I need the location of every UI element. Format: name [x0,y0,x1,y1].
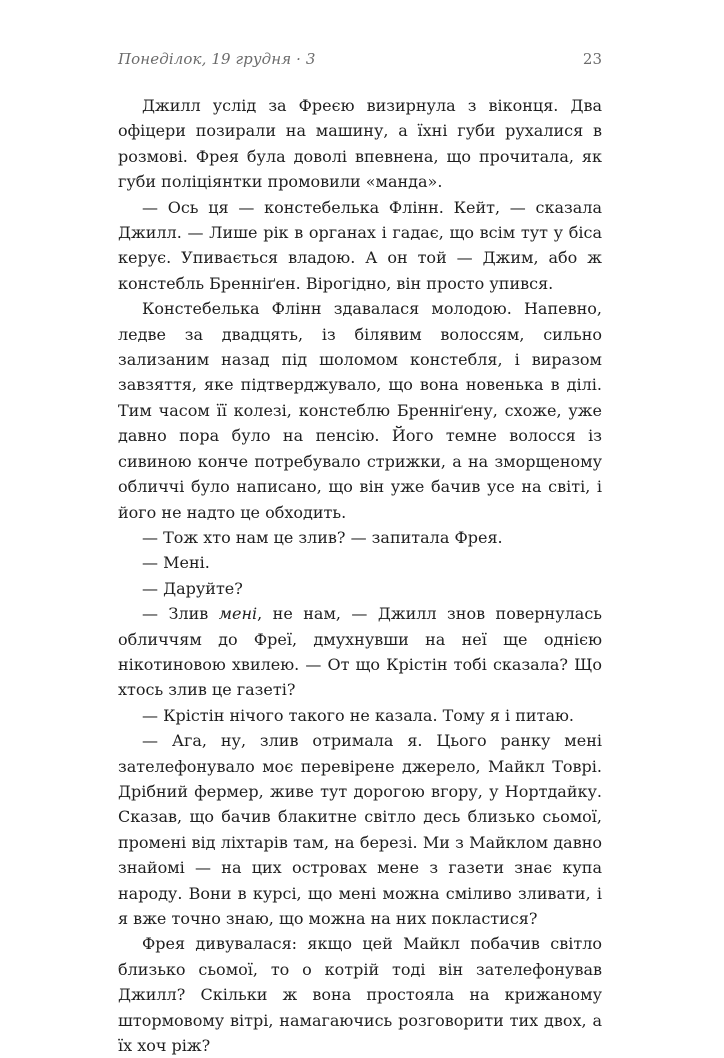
page-header [118,50,602,72]
paragraph: Джилл услід за Фреєю визирнула з віконця. Два офіцери позирали на машину, а їхні губи рухалися в розмові. Фрея була доволі впевнена, що прочитала, як губи поліціянтки промовили «манда». [118,96,602,192]
paragraph-text: — Злив [142,604,219,624]
paragraph: — Крістін нічого такого не казала. Тому я і питаю. [142,705,574,725]
paragraph [118,601,602,703]
emphasis-text: мені [218,604,258,624]
paragraph: — Даруйте? [142,578,243,598]
paragraph: — Тож хто нам це злив? — запитала Фрея. [142,527,503,547]
body-text [118,93,602,1058]
paragraph: Фрея дивувалася: якщо цей Майкл побачив світло близько сьомої, то о котрій тоді він зателефонував Джилл? Скільки ж вона простояла на крижаному штормовому вітрі, намагаючись розговорити тих двох, а їх хоч ріж? [118,934,602,1056]
paragraph: — Ось ця — констебелька Флінн. Кейт, — сказала Джилл. — Лише рік в органах і гадає, що всім тут у біса керує. Упивається владою. А он той — Джим, або ж констебль Бренніґен. Вірогідно, він просто упився. [118,197,602,293]
page-number: 23 [582,50,602,68]
paragraph: Констебелька Флінн здавалася молодою. Напевно, ледве за двадцять, із білявим волоссям, сильно зализаним назад під шоломом констебля, і виразом завзяття, яке підтверджувало, що вона новенька в ділі. Тим часом її колезі, констеблю Бренніґену, схоже, уже давно пора було на пенсію. Його темне волосся із сивиною конче потребувало стрижки, а на зморщеному обличчі було написано, що він уже бачив усе на світі, і його не надто це обходить. [118,299,602,522]
running-head: Понеділок, 19 грудня · 3 [118,50,316,68]
paragraph: — Мені. [142,553,210,573]
paragraph: — Ага, ну, злив отримала я. Цього ранку мені зателефонувало моє перевірене джерело, Майкл Товрі. Дрібний фермер, живе тут дорогою вгору, у Нортдайку. Сказав, що бачив блакитне світло десь близько сьомої, промені від ліхтарів там, на березі. Ми з Майклом давно знайомі — на цих островах мене з газети знає купа народу. Вони в курсі, що мені можна сміливо зливати, і я вже точно знаю, що можна на них покластися? [118,731,602,928]
paragraph-text: , не нам, — Джилл знов повернулась обличчям до Фреї, дмухнувши на неї ще однією нікотиновою хвилею. — От що Крістін тобі сказала? Що хтось злив це газеті? [118,604,602,700]
